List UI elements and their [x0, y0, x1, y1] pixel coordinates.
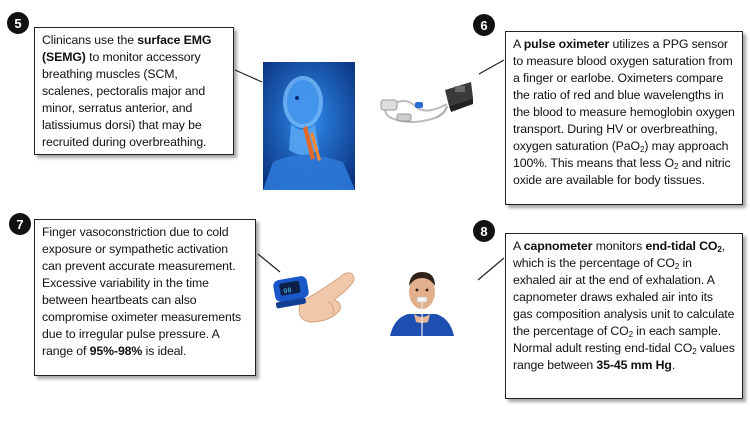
- panel-text-segment: A: [513, 239, 524, 253]
- finger-oximeter-image: [270, 262, 358, 328]
- step-badge-6: 6: [473, 14, 495, 36]
- panel-text-segment: ) may approach 100%. This means that less O: [513, 138, 729, 170]
- step-badge-7: 7: [9, 213, 31, 235]
- panel-text: [42, 32, 226, 151]
- panel-text-segment: surface EMG (SEMG): [42, 33, 212, 64]
- panel-text-segment: 2: [628, 329, 633, 339]
- connector-line-8: [476, 256, 506, 282]
- panel-text-segment: Finger vasoconstriction due to cold exposure or sympathetic activation can prevent accurate measurement. Excessive variability in the time between heartbeats can also compromise oximeter measurements due to irregular pulse pressure. A range of: [42, 225, 242, 358]
- panel-text-segment: , which is the percentage of CO: [513, 239, 726, 270]
- panel-7-textbox: [34, 219, 256, 376]
- panel-text-segment: 2: [674, 261, 680, 271]
- panel-text-segment: Clinicans use the: [42, 33, 138, 47]
- panel-text: [42, 224, 248, 360]
- panel-text-segment: 2: [640, 144, 645, 154]
- panel-text-segment: 2: [692, 346, 697, 356]
- panel-text: [513, 238, 735, 374]
- panel-text-segment: utilizes a PPG sensor to measure blood oxygen saturation from a finger or earlobe. Oximeters compare the ratio of red and blue wavelengths in the blood to measure hemoglobin oxygen transport. During HV or overbreathing, oxygen saturation (PaO: [513, 37, 735, 153]
- panel-text-segment: values range between: [513, 340, 735, 372]
- panel-text-segment: monitors: [592, 239, 646, 253]
- panel-text: [513, 36, 735, 189]
- panel-text-segment: to monitor accessory breathing muscles (SCM, scalenes, pectoralis major and minor, serratus anterior, and latissiumus dorsi) that may be recruited during overbreathing.: [42, 49, 207, 149]
- panel-text-segment: in exhaled air at the end of exhalation. A capnometer draws exhaled air into its gas composition analysis unit to calculate the percentage of CO: [513, 255, 735, 338]
- step-badge-8: 8: [473, 220, 495, 242]
- step-badge-5: 5: [7, 12, 29, 34]
- panel-text-segment: 2: [674, 161, 679, 171]
- connector-line-5: [234, 68, 264, 88]
- panel-5-textbox: [34, 27, 234, 155]
- panel-text-segment: and nitric oxide are available for body tissues.: [513, 155, 731, 187]
- semg-anatomy-image: [263, 62, 355, 190]
- panel-8-textbox: [505, 233, 743, 399]
- panel-text-segment: .: [671, 357, 676, 372]
- panel-text-segment: A: [513, 37, 524, 51]
- panel-text-segment: capnometer: [523, 239, 593, 253]
- panel-text-segment: 35-45 mm Hg: [596, 357, 672, 372]
- panel-6-textbox: [505, 31, 743, 205]
- connector-line-6: [477, 58, 507, 78]
- svg-text:98: 98: [282, 286, 293, 297]
- pulse-oximeter-device-image: [375, 76, 475, 132]
- capnometer-person-image: [384, 262, 460, 336]
- panel-text-segment: 2: [717, 245, 722, 254]
- panel-text-segment: end-tidal CO: [645, 239, 718, 253]
- panel-text-segment: 95%-98%: [89, 343, 143, 358]
- panel-text-segment: pulse oximeter: [523, 37, 610, 51]
- panel-text-segment: in each sample. Normal adult resting end-tidal CO: [513, 323, 721, 355]
- panel-text-segment: is ideal.: [142, 343, 187, 358]
